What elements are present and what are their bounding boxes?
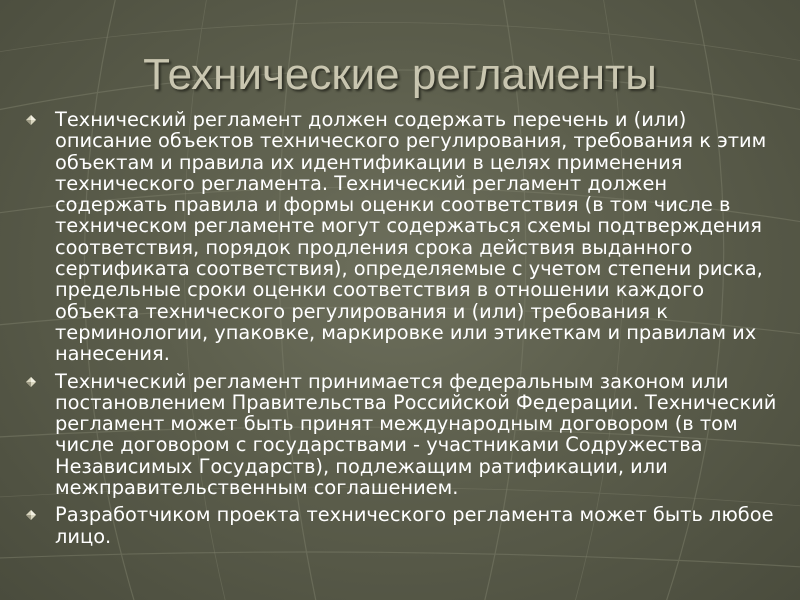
bullet-list <box>22 109 784 553</box>
list-item-text: Технический регламент должен содержать перечень и (или) описание объектов технического регулирования, требования к этим объектам и правила их идентификации в целях применения технического регламента. Технический регламент должен содержать правила и формы оценки соответствия (в том числе в техническом регламенте могут содержаться схемы подтверждения соответствия, порядок продления срока действия выданного сертификата соответствия), определяемые с учетом степени риска, предельные сроки оценки соответствия в отношении каждого объекта технического регулирования и (или) требования к терминологии, упаковке, маркировке или этикеткам и правилам их нанесения. <box>55 108 767 366</box>
list-item <box>22 371 784 499</box>
list-item <box>22 504 784 547</box>
list-item-text: Разработчиком проекта технического регламента может быть любое лицо. <box>55 503 774 548</box>
diamond-bullet-icon <box>26 115 36 125</box>
list-item <box>22 109 784 365</box>
diamond-bullet-icon <box>26 377 36 387</box>
diamond-bullet-icon <box>26 510 36 520</box>
list-item-text: Технический регламент принимается федеральным законом или постановлением Правительства Российской Федерации. Технический регламент может быть принят международным договором (в том числе договором с государствами - участниками Содружества Независимых Государств), подлежащим ратификации, или межправительственным соглашением. <box>55 369 777 500</box>
slide-title: Технические регламенты <box>143 50 657 99</box>
